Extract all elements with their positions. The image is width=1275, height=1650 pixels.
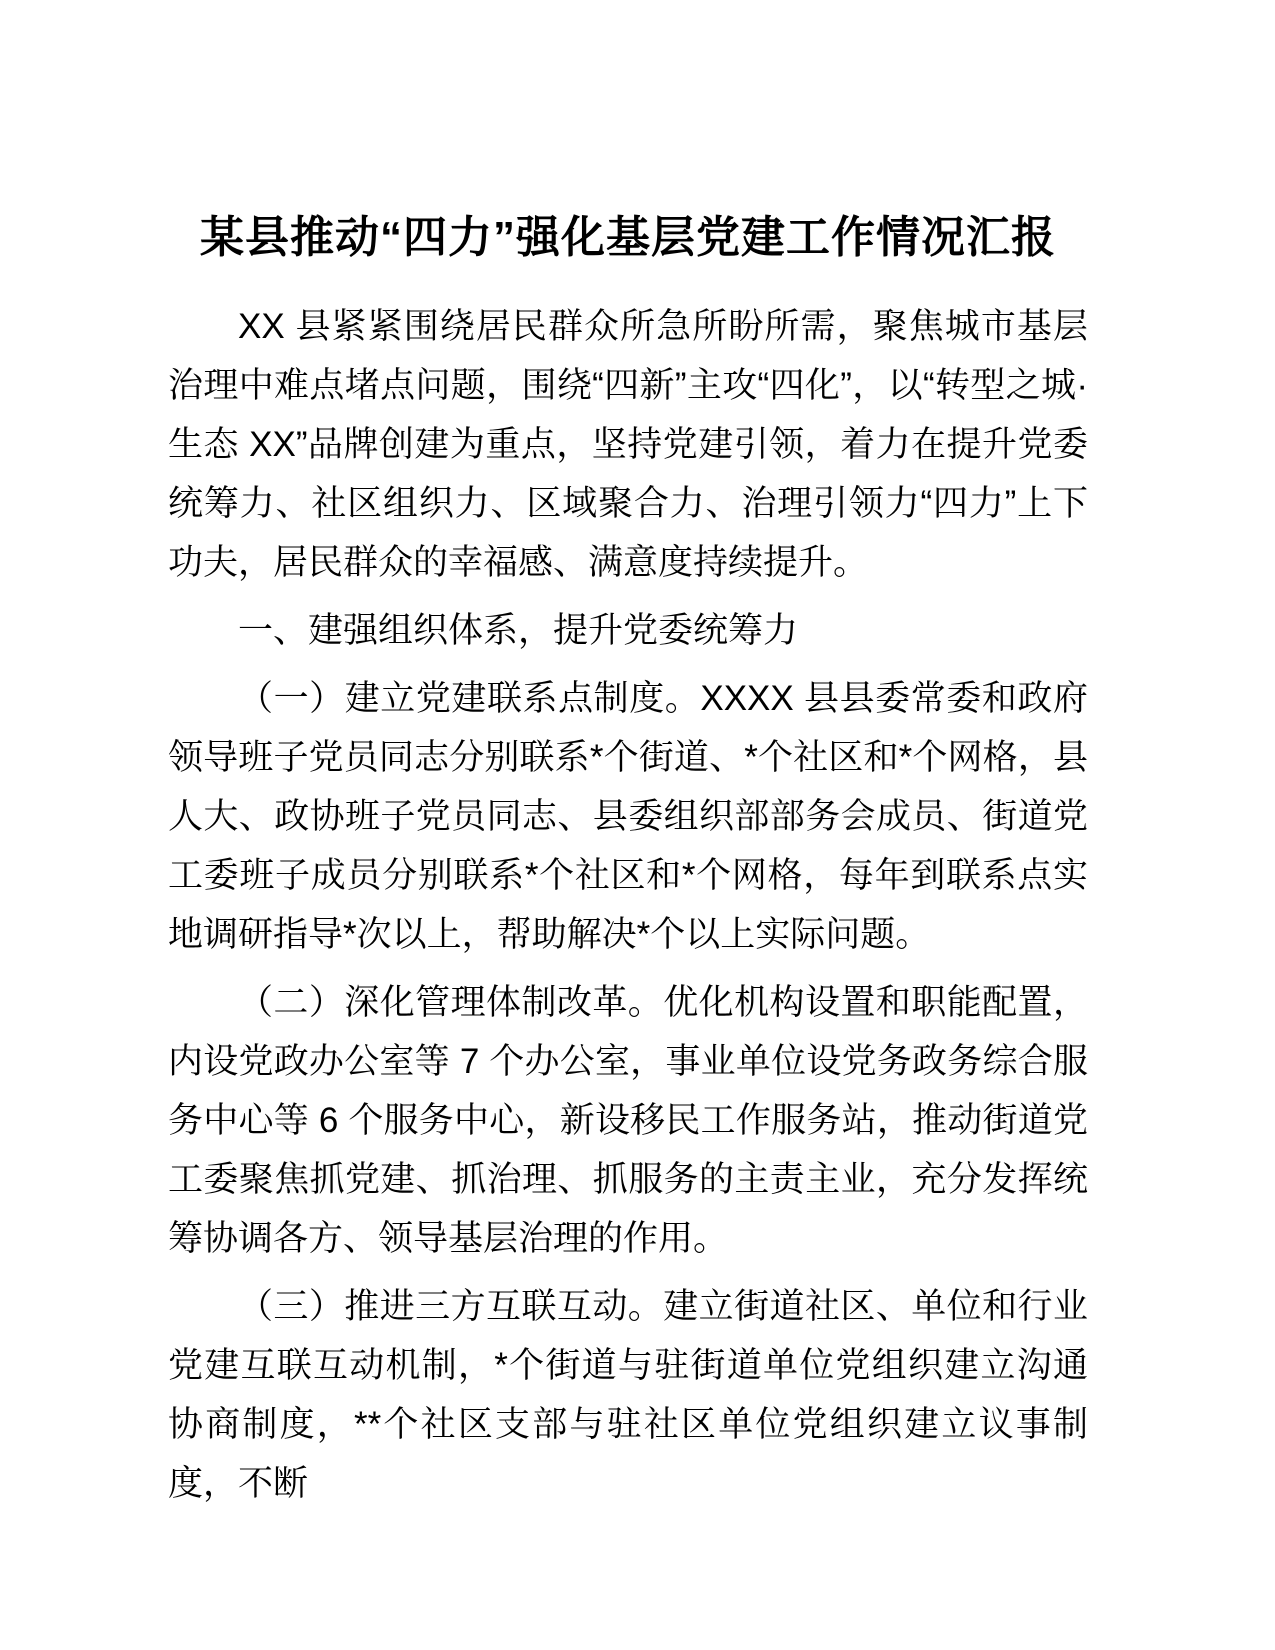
document-title: 某县推动“四力”强化基层党建工作情况汇报 [200,213,1056,262]
paragraph-item-1: （一）建立党建联系点制度。XXXX 县县委常委和政府领导班子党员同志分别联系*个街道、*个社区和*个网格，县人大、政协班子党员同志、县委组织部部务会成员、街道党工委班子成员分别联系*个社区和*个网格，每年到联系点实地调研指导*次以上，帮助解决*个以上实际问题。 [168,679,1088,954]
document-content [168,205,1088,1513]
section-heading-1: 一、建强组织体系，提升党委统筹力 [238,611,799,650]
paragraph-intro: XX 县紧紧围绕居民群众所急所盼所需，聚焦城市基层治理中难点堵点问题，围绕“四新”主攻“四化”，以“转型之城·生态 XX”品牌创建为重点，坚持党建引领，着力在提升党委统筹力、社区组织力、区域聚合力、治理引领力“四力”上下功夫，居民群众的幸福感、满意度持续提升。 [168,307,1088,582]
paragraph-item-3: （三）推进三方互联互动。建立街道社区、单位和行业党建互联互动机制，*个街道与驻街道单位党组织建立沟通协商制度，**个社区支部与驻社区单位党组织建立议事制度，不断 [168,1287,1088,1503]
paragraph-item-2: （二）深化管理体制改革。优化机构设置和职能配置，内设党政办公室等 7 个办公室，事业单位设党务政务综合服务中心等 6 个服务中心，新设移民工作服务站，推动街道党工委聚焦抓党建、抓治理、抓服务的主责主业，充分发挥统筹协调各方、领导基层治理的作用。 [168,983,1088,1258]
